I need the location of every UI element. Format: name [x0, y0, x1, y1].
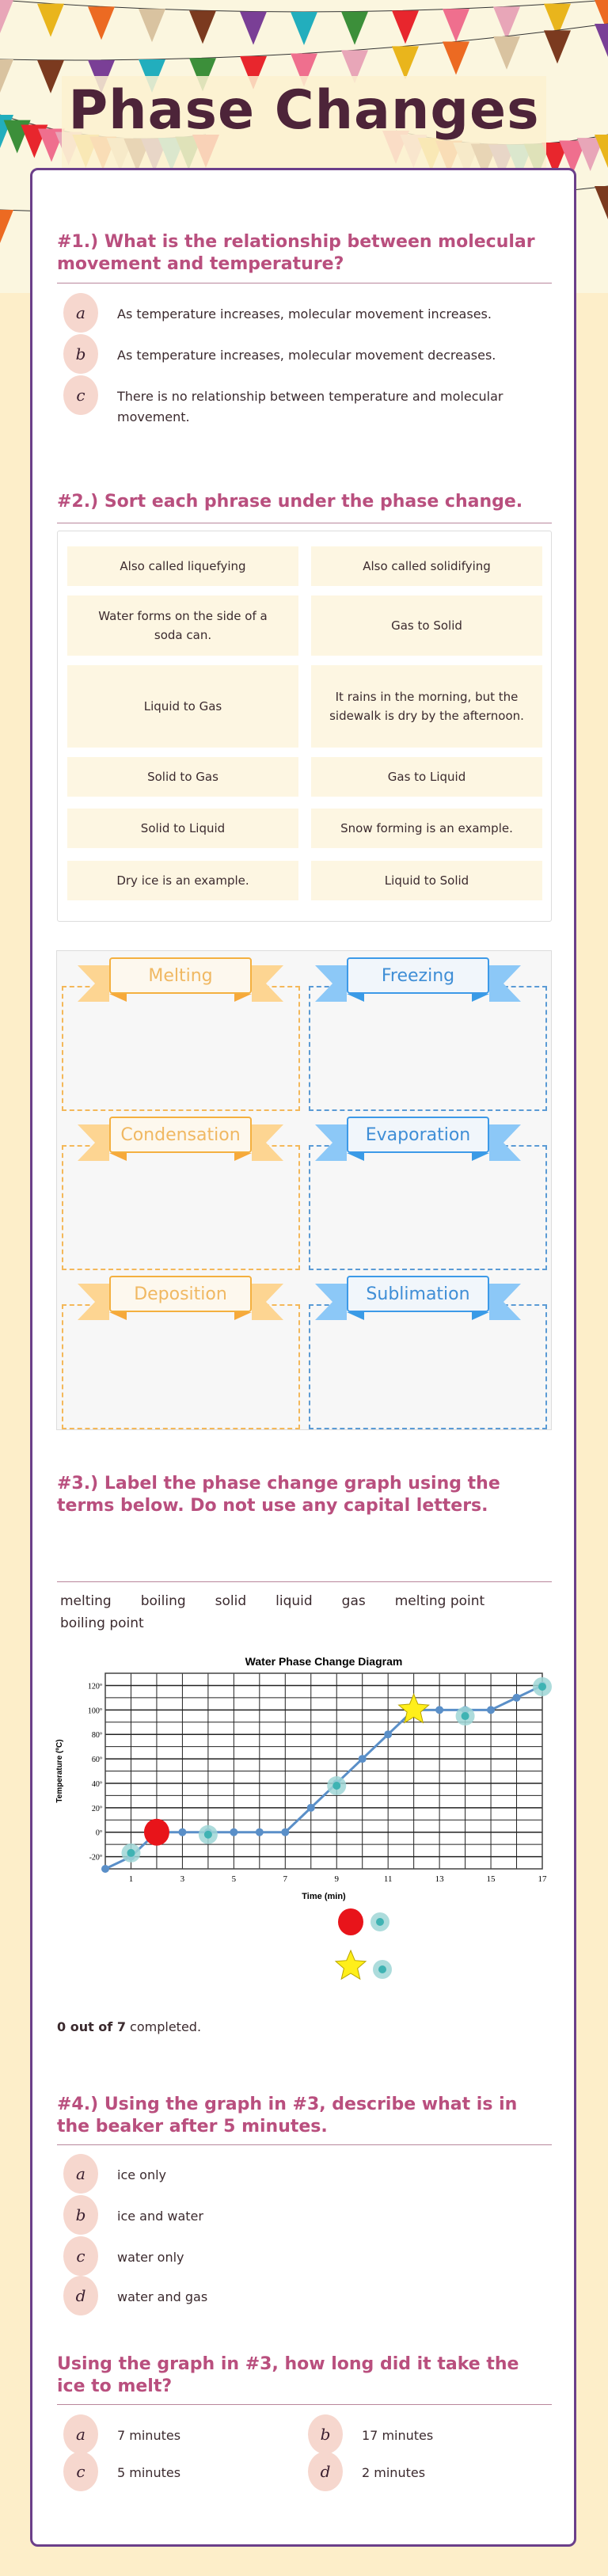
q4-heading: #4.) Using the graph in #3, describe what is in the beaker after 5 minutes.	[57, 2095, 518, 2137]
category-label: Condensation	[109, 1117, 252, 1153]
y-tick-label: -20º	[89, 1853, 102, 1863]
divider	[57, 2144, 552, 2145]
x-tick-label: 5	[231, 1874, 237, 1884]
word-bank-term[interactable]: liquid	[276, 1593, 313, 1609]
x-tick-label: 17	[538, 1874, 547, 1884]
word-bank-term[interactable]: boiling	[140, 1593, 186, 1609]
data-point	[230, 1828, 238, 1836]
phrase-card[interactable]: Solid to Gas	[67, 757, 298, 797]
pennant-flag	[341, 12, 368, 45]
q5-heading: Using the graph in #3, how long did it take the ice to melt?	[57, 2354, 519, 2396]
option-text: ice only	[117, 2167, 167, 2182]
word-bank-term[interactable]: gas	[341, 1593, 366, 1609]
word-bank-term[interactable]: solid	[215, 1593, 247, 1609]
option-text: As temperature increases, molecular movement increases.	[117, 306, 492, 322]
pennant-flag	[0, 210, 13, 243]
y-tick-label: 20º	[91, 1804, 102, 1813]
data-point	[307, 1804, 315, 1812]
data-point	[487, 1706, 495, 1714]
option-letter: b	[308, 2414, 343, 2454]
q5-option-d[interactable]	[308, 2463, 536, 2491]
label-hotspot[interactable]	[456, 1707, 475, 1726]
label-hotspot[interactable]	[121, 1844, 140, 1863]
divider	[57, 2404, 552, 2405]
q3-heading: #3.) Label the phase change graph using the terms below. Do not use any capital letters.	[57, 1474, 500, 1516]
option-letter: c	[63, 2452, 98, 2491]
pennant-flag	[443, 9, 469, 42]
option-letter: d	[63, 2276, 98, 2315]
phrase-card[interactable]: Gas to Solid	[311, 595, 542, 656]
q5-option-c[interactable]	[63, 2463, 291, 2491]
pennant-flag	[443, 42, 469, 75]
series-line	[105, 1685, 542, 1869]
q1-option-a[interactable]	[63, 304, 545, 333]
data-point	[101, 1865, 109, 1873]
category-label: Sublimation	[347, 1276, 489, 1312]
option-text: As temperature increases, molecular movement decreases.	[117, 348, 496, 363]
page-title: Phase Changes	[68, 79, 540, 142]
divider	[57, 1581, 552, 1582]
y-tick-label: 120º	[87, 1682, 102, 1691]
category-label: Deposition	[109, 1276, 252, 1312]
legend-star-icon	[336, 1950, 366, 1979]
word-bank-term[interactable]: melting point	[394, 1593, 485, 1609]
q4-option-a[interactable]	[63, 2165, 545, 2194]
red-circle-marker	[144, 1819, 169, 1846]
category-banner	[78, 1276, 283, 1323]
phrase-card[interactable]: Snow forming is an example.	[311, 809, 542, 848]
pennant-flag	[595, 186, 608, 219]
x-tick-label: 11	[383, 1874, 393, 1884]
progress-text	[57, 2019, 201, 2034]
option-text: water only	[117, 2250, 184, 2265]
option-letter: a	[63, 2414, 98, 2454]
legend-red-circle-icon	[338, 1908, 363, 1935]
pennant-flag	[291, 12, 317, 45]
data-point	[281, 1828, 289, 1836]
pennant-flag	[37, 4, 64, 37]
q2-heading: #2.) Sort each phrase under the phase change.	[57, 492, 523, 512]
data-point	[435, 1706, 443, 1714]
pennant-flag	[0, 0, 13, 33]
option-text: 17 minutes	[362, 2428, 434, 2443]
data-point	[178, 1828, 186, 1836]
pennant-flag	[392, 46, 419, 79]
option-text: 7 minutes	[117, 2428, 181, 2443]
phrase-card[interactable]: Gas to Liquid	[311, 757, 542, 797]
option-letter: b	[63, 334, 98, 374]
q4-option-b[interactable]	[63, 2206, 545, 2235]
label-hotspot[interactable]	[533, 1677, 552, 1696]
category-banner	[315, 1117, 521, 1164]
option-letter: b	[63, 2195, 98, 2235]
category-banner	[315, 1276, 521, 1323]
category-banner	[78, 1117, 283, 1164]
label-hotspot[interactable]	[327, 1776, 346, 1795]
legend-hotspot-icon[interactable]	[370, 1912, 390, 1931]
q1-option-c[interactable]	[63, 386, 545, 428]
option-letter: c	[63, 375, 98, 415]
word-bank	[60, 1590, 551, 1634]
category-banner	[78, 957, 283, 1005]
chart-title: Water Phase Change Diagram	[245, 1655, 403, 1668]
pennant-flag	[139, 9, 165, 42]
option-text: water and gas	[117, 2289, 208, 2304]
word-bank-term[interactable]: boiling point	[60, 1615, 144, 1631]
option-text: 5 minutes	[117, 2465, 181, 2480]
q4-option-c[interactable]	[63, 2247, 545, 2276]
category-label: Freezing	[347, 957, 489, 994]
pennant-flag	[88, 6, 115, 40]
option-text: There is no relationship between temperature and molecular movement.	[117, 389, 504, 424]
x-axis-label: Time (min)	[302, 1892, 346, 1901]
option-letter: a	[63, 2154, 98, 2194]
phrase-card[interactable]: Liquid to Gas	[67, 665, 298, 748]
phrase-card[interactable]: Also called liquefying	[67, 546, 298, 586]
y-axis-label: Temperature (ºC)	[55, 1739, 64, 1803]
label-hotspot[interactable]	[199, 1825, 218, 1844]
phase-change-chart	[48, 1651, 554, 2000]
q5-option-a[interactable]	[63, 2426, 291, 2454]
y-tick-label: 100º	[87, 1707, 102, 1716]
q1-option-b[interactable]	[63, 345, 545, 374]
x-tick-label: 15	[486, 1874, 496, 1884]
phrase-card[interactable]: It rains in the morning, but the sidewalk is dry by the afternoon.	[311, 665, 542, 748]
x-tick-label: 13	[435, 1874, 444, 1884]
q5-option-b[interactable]	[308, 2426, 536, 2454]
data-point	[256, 1828, 264, 1836]
category-banner	[315, 957, 521, 1005]
y-tick-label: 80º	[91, 1731, 102, 1741]
x-tick-label: 9	[334, 1874, 339, 1884]
progress-count: 0 out of 7	[57, 2019, 126, 2034]
pennant-flag	[189, 10, 216, 44]
category-label: Melting	[109, 957, 252, 994]
data-point	[359, 1755, 367, 1763]
option-text: ice and water	[117, 2209, 203, 2224]
phrase-card[interactable]: Water forms on the side of a soda can.	[67, 595, 298, 656]
y-tick-label: 0º	[95, 1828, 102, 1838]
option-letter: c	[63, 2236, 98, 2276]
option-text: 2 minutes	[362, 2465, 426, 2480]
data-point	[513, 1694, 521, 1702]
legend-hotspot-icon[interactable]	[373, 1960, 392, 1979]
data-point	[384, 1730, 392, 1738]
pennant-flag	[595, 24, 608, 57]
x-tick-label: 7	[283, 1874, 288, 1884]
x-tick-label: 3	[180, 1874, 185, 1884]
progress-label: completed.	[125, 2019, 202, 2034]
y-tick-label: 60º	[91, 1756, 102, 1765]
y-tick-label: 40º	[91, 1779, 102, 1789]
q4-option-d[interactable]	[63, 2287, 545, 2315]
word-bank-term[interactable]: melting	[60, 1593, 112, 1609]
phrase-card[interactable]: Solid to Liquid	[67, 809, 298, 848]
category-label: Evaporation	[347, 1117, 489, 1153]
phrase-card[interactable]: Liquid to Solid	[311, 861, 542, 900]
option-letter: a	[63, 293, 98, 333]
phrase-card[interactable]: Also called solidifying	[311, 546, 542, 586]
pennant-flag	[392, 10, 419, 44]
pennant-flag	[240, 12, 267, 45]
pennant-flag	[493, 36, 520, 70]
pennant-flag	[544, 30, 571, 63]
x-tick-label: 1	[128, 1874, 134, 1884]
option-letter: d	[308, 2452, 343, 2491]
phrase-card[interactable]: Dry ice is an example.	[67, 861, 298, 900]
q1-heading: #1.) What is the relationship between molecular movement and temperature?	[57, 232, 535, 274]
